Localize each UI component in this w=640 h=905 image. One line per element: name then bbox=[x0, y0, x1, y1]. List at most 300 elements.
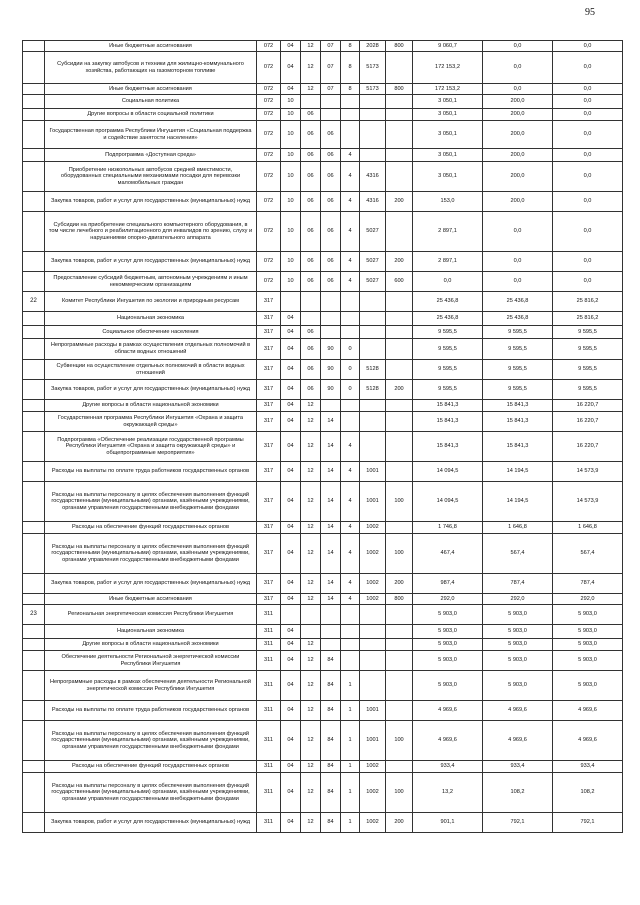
amount-year-2: 792,1 bbox=[483, 813, 553, 833]
expense-type-code: 200 bbox=[386, 574, 413, 594]
direction-code: 1002 bbox=[360, 594, 386, 605]
grbs-code: 072 bbox=[257, 52, 281, 84]
row-index bbox=[23, 482, 45, 522]
grbs-code: 072 bbox=[257, 41, 281, 52]
row-name: Расходы на обеспечение функций государственных органов bbox=[45, 522, 257, 534]
amount-year-2: 1 646,8 bbox=[483, 522, 553, 534]
subsection-code: 12 bbox=[301, 671, 321, 701]
row-index bbox=[23, 52, 45, 84]
row-name: Подпрограмма «Доступная среда» bbox=[45, 149, 257, 162]
amount-year-2: 0,0 bbox=[483, 52, 553, 84]
subprogram-code bbox=[341, 326, 360, 339]
subsection-code: 12 bbox=[301, 773, 321, 813]
row-index bbox=[23, 625, 45, 639]
row-index bbox=[23, 813, 45, 833]
direction-code bbox=[360, 326, 386, 339]
program-code: 14 bbox=[321, 482, 341, 522]
row-index bbox=[23, 84, 45, 95]
subprogram-code: 0 bbox=[341, 339, 360, 360]
table-row bbox=[23, 95, 623, 109]
subprogram-code: 4 bbox=[341, 522, 360, 534]
table-row bbox=[23, 639, 623, 651]
expense-type-code bbox=[386, 292, 413, 312]
subprogram-code: 4 bbox=[341, 534, 360, 574]
row-name: Национальная экономика bbox=[45, 625, 257, 639]
subprogram-code: 1 bbox=[341, 773, 360, 813]
amount-year-2: 4 969,6 bbox=[483, 701, 553, 721]
row-name: Предоставление субсидий бюджетным, автономным учреждениям и иным некоммерческим организациям bbox=[45, 272, 257, 292]
program-code: 84 bbox=[321, 701, 341, 721]
subsection-code bbox=[301, 292, 321, 312]
subprogram-code: 8 bbox=[341, 41, 360, 52]
row-name: Иные бюджетные ассигнования bbox=[45, 84, 257, 95]
amount-year-1: 4 969,6 bbox=[413, 701, 483, 721]
grbs-code: 317 bbox=[257, 534, 281, 574]
amount-year-2: 108,2 bbox=[483, 773, 553, 813]
subsection-code: 12 bbox=[301, 594, 321, 605]
table-row bbox=[23, 84, 623, 95]
amount-year-3: 933,4 bbox=[553, 761, 623, 773]
table-row bbox=[23, 339, 623, 360]
subsection-code: 12 bbox=[301, 412, 321, 432]
amount-year-3: 292,0 bbox=[553, 594, 623, 605]
amount-year-2: 0,0 bbox=[483, 84, 553, 95]
section-code: 04 bbox=[281, 339, 301, 360]
row-name: Приобретение низкопольных автобусов средней вместимости, оборудованных специальными механизмами посадки для перевозки маломобильных граждан bbox=[45, 162, 257, 192]
amount-year-2: 15 841,3 bbox=[483, 432, 553, 462]
row-index bbox=[23, 192, 45, 212]
direction-code: 5027 bbox=[360, 252, 386, 272]
program-code bbox=[321, 400, 341, 412]
amount-year-3: 14 573,9 bbox=[553, 462, 623, 482]
direction-code bbox=[360, 605, 386, 625]
row-name: Обеспечение деятельности Региональной энергетической комиссии Республики Ингушетия bbox=[45, 651, 257, 671]
row-name: Непрограммные расходы в рамках обеспечения деятельности Региональной энергетической комиссии Республики Ингушетия bbox=[45, 671, 257, 701]
amount-year-2: 567,4 bbox=[483, 534, 553, 574]
program-code: 06 bbox=[321, 121, 341, 149]
amount-year-2: 0,0 bbox=[483, 41, 553, 52]
expense-type-code bbox=[386, 109, 413, 121]
table-row bbox=[23, 326, 623, 339]
grbs-code: 317 bbox=[257, 522, 281, 534]
subsection-code: 06 bbox=[301, 149, 321, 162]
grbs-code: 317 bbox=[257, 462, 281, 482]
amount-year-2: 200,0 bbox=[483, 95, 553, 109]
direction-code bbox=[360, 339, 386, 360]
table-row bbox=[23, 380, 623, 400]
grbs-code: 317 bbox=[257, 380, 281, 400]
expense-type-code bbox=[386, 432, 413, 462]
direction-code bbox=[360, 95, 386, 109]
subprogram-code: 8 bbox=[341, 52, 360, 84]
program-code: 06 bbox=[321, 162, 341, 192]
amount-year-3: 0,0 bbox=[553, 212, 623, 252]
amount-year-2: 0,0 bbox=[483, 212, 553, 252]
amount-year-3: 0,0 bbox=[553, 52, 623, 84]
amount-year-2: 14 194,5 bbox=[483, 462, 553, 482]
subprogram-code: 4 bbox=[341, 574, 360, 594]
row-name: Закупка товаров, работ и услуг для государственных (муниципальных) нужд bbox=[45, 574, 257, 594]
row-name: Расходы на выплаты по оплате труда работников государственных органов bbox=[45, 462, 257, 482]
amount-year-3: 9 595,5 bbox=[553, 326, 623, 339]
row-index bbox=[23, 95, 45, 109]
section-code bbox=[281, 292, 301, 312]
amount-year-3: 16 220,7 bbox=[553, 400, 623, 412]
amount-year-1: 172 153,2 bbox=[413, 84, 483, 95]
section-code: 04 bbox=[281, 84, 301, 95]
program-code: 84 bbox=[321, 671, 341, 701]
row-index bbox=[23, 41, 45, 52]
grbs-code: 072 bbox=[257, 272, 281, 292]
section-code: 10 bbox=[281, 272, 301, 292]
grbs-code: 311 bbox=[257, 639, 281, 651]
table-row bbox=[23, 605, 623, 625]
subprogram-code bbox=[341, 109, 360, 121]
subsection-code: 12 bbox=[301, 41, 321, 52]
expense-type-code bbox=[386, 121, 413, 149]
program-code bbox=[321, 326, 341, 339]
subprogram-code: 1 bbox=[341, 721, 360, 761]
section-code bbox=[281, 605, 301, 625]
subprogram-code bbox=[341, 625, 360, 639]
amount-year-3: 25 816,2 bbox=[553, 312, 623, 326]
table-row bbox=[23, 651, 623, 671]
direction-code: 5027 bbox=[360, 272, 386, 292]
amount-year-3: 792,1 bbox=[553, 813, 623, 833]
program-code: 84 bbox=[321, 721, 341, 761]
amount-year-1: 987,4 bbox=[413, 574, 483, 594]
section-code: 04 bbox=[281, 773, 301, 813]
grbs-code: 311 bbox=[257, 701, 281, 721]
program-code bbox=[321, 292, 341, 312]
row-name: Субсидии на приобретение специального компьютерного оборудования, в том числе лечебного и реабилитационного для инвалидов по зрению, слуху и нарушениями опорно-двигательного аппарата bbox=[45, 212, 257, 252]
program-code: 06 bbox=[321, 272, 341, 292]
amount-year-3: 0,0 bbox=[553, 272, 623, 292]
section-code: 04 bbox=[281, 400, 301, 412]
program-code bbox=[321, 639, 341, 651]
subsection-code bbox=[301, 312, 321, 326]
amount-year-3: 0,0 bbox=[553, 192, 623, 212]
subprogram-code bbox=[341, 605, 360, 625]
program-code bbox=[321, 625, 341, 639]
section-code: 04 bbox=[281, 721, 301, 761]
expense-type-code bbox=[386, 400, 413, 412]
row-index bbox=[23, 773, 45, 813]
table-row bbox=[23, 292, 623, 312]
amount-year-3: 9 595,5 bbox=[553, 360, 623, 380]
amount-year-3: 25 816,2 bbox=[553, 292, 623, 312]
direction-code: 5128 bbox=[360, 380, 386, 400]
subsection-code: 12 bbox=[301, 813, 321, 833]
row-name: Расходы на выплаты персоналу в целях обеспечения выполнения функций государственными (муниципальными) органами, казёнными учреждениями, органами управления государственными внебюджетными фондами bbox=[45, 721, 257, 761]
direction-code bbox=[360, 625, 386, 639]
direction-code bbox=[360, 639, 386, 651]
amount-year-3: 787,4 bbox=[553, 574, 623, 594]
program-code: 84 bbox=[321, 761, 341, 773]
direction-code bbox=[360, 412, 386, 432]
amount-year-2: 14 194,5 bbox=[483, 482, 553, 522]
program-code: 90 bbox=[321, 360, 341, 380]
amount-year-1: 3 050,1 bbox=[413, 162, 483, 192]
row-name: Расходы на выплаты по оплате труда работников государственных органов bbox=[45, 701, 257, 721]
subprogram-code bbox=[341, 95, 360, 109]
amount-year-2: 5 903,0 bbox=[483, 625, 553, 639]
amount-year-3: 14 573,9 bbox=[553, 482, 623, 522]
section-code: 10 bbox=[281, 109, 301, 121]
amount-year-1: 5 903,0 bbox=[413, 671, 483, 701]
expense-type-code bbox=[386, 671, 413, 701]
section-code: 04 bbox=[281, 761, 301, 773]
amount-year-3: 5 903,0 bbox=[553, 605, 623, 625]
amount-year-3: 0,0 bbox=[553, 252, 623, 272]
subsection-code: 12 bbox=[301, 400, 321, 412]
table-row bbox=[23, 594, 623, 605]
expense-type-code: 200 bbox=[386, 252, 413, 272]
grbs-code: 072 bbox=[257, 121, 281, 149]
amount-year-1: 25 436,8 bbox=[413, 292, 483, 312]
row-index bbox=[23, 109, 45, 121]
program-code: 84 bbox=[321, 813, 341, 833]
amount-year-2: 933,4 bbox=[483, 761, 553, 773]
grbs-code: 311 bbox=[257, 671, 281, 701]
program-code bbox=[321, 605, 341, 625]
direction-code: 1002 bbox=[360, 574, 386, 594]
amount-year-1: 467,4 bbox=[413, 534, 483, 574]
table-row bbox=[23, 761, 623, 773]
subsection-code: 06 bbox=[301, 380, 321, 400]
subsection-code: 12 bbox=[301, 574, 321, 594]
amount-year-1: 13,2 bbox=[413, 773, 483, 813]
table-row bbox=[23, 671, 623, 701]
row-name: Другие вопросы в области социальной политики bbox=[45, 109, 257, 121]
program-code: 14 bbox=[321, 412, 341, 432]
amount-year-3: 0,0 bbox=[553, 162, 623, 192]
subprogram-code: 1 bbox=[341, 761, 360, 773]
row-name: Социальное обеспечение населения bbox=[45, 326, 257, 339]
subsection-code: 06 bbox=[301, 162, 321, 192]
direction-code: 1001 bbox=[360, 701, 386, 721]
row-name: Закупка товаров, работ и услуг для государственных (муниципальных) нужд bbox=[45, 252, 257, 272]
grbs-code: 072 bbox=[257, 192, 281, 212]
amount-year-2: 9 595,5 bbox=[483, 360, 553, 380]
row-name: Иные бюджетные ассигнования bbox=[45, 41, 257, 52]
amount-year-1: 25 436,8 bbox=[413, 312, 483, 326]
row-name: Расходы на обеспечение функций государственных органов bbox=[45, 761, 257, 773]
amount-year-3: 567,4 bbox=[553, 534, 623, 574]
direction-code: 1001 bbox=[360, 482, 386, 522]
amount-year-1: 5 903,0 bbox=[413, 651, 483, 671]
row-name: Государственная программа Республики Ингушетия «Охрана и защита окружающей среды» bbox=[45, 412, 257, 432]
page-number: 95 bbox=[585, 7, 595, 18]
amount-year-2: 292,0 bbox=[483, 594, 553, 605]
amount-year-2: 200,0 bbox=[483, 192, 553, 212]
section-code: 10 bbox=[281, 162, 301, 192]
subsection-code: 12 bbox=[301, 721, 321, 761]
grbs-code: 317 bbox=[257, 360, 281, 380]
row-name: Социальная политика bbox=[45, 95, 257, 109]
amount-year-2: 25 436,8 bbox=[483, 292, 553, 312]
program-code bbox=[321, 312, 341, 326]
section-code: 04 bbox=[281, 432, 301, 462]
section-code: 04 bbox=[281, 52, 301, 84]
direction-code: 1001 bbox=[360, 462, 386, 482]
program-code: 14 bbox=[321, 534, 341, 574]
direction-code: 2028 bbox=[360, 41, 386, 52]
subsection-code: 12 bbox=[301, 462, 321, 482]
row-name: Закупка товаров, работ и услуг для государственных (муниципальных) нужд bbox=[45, 192, 257, 212]
expense-type-code: 100 bbox=[386, 482, 413, 522]
row-index bbox=[23, 522, 45, 534]
table-row bbox=[23, 432, 623, 462]
expense-type-code bbox=[386, 52, 413, 84]
amount-year-1: 2 897,1 bbox=[413, 212, 483, 252]
row-index: 22 bbox=[23, 292, 45, 312]
section-code: 04 bbox=[281, 625, 301, 639]
amount-year-2: 0,0 bbox=[483, 272, 553, 292]
program-code: 14 bbox=[321, 522, 341, 534]
section-code: 04 bbox=[281, 380, 301, 400]
subprogram-code: 0 bbox=[341, 380, 360, 400]
table-row bbox=[23, 482, 623, 522]
subprogram-code: 4 bbox=[341, 212, 360, 252]
section-code: 04 bbox=[281, 813, 301, 833]
direction-code bbox=[360, 149, 386, 162]
subprogram-code: 1 bbox=[341, 671, 360, 701]
table-row bbox=[23, 701, 623, 721]
table-row bbox=[23, 625, 623, 639]
row-index bbox=[23, 162, 45, 192]
row-index bbox=[23, 360, 45, 380]
expense-type-code bbox=[386, 212, 413, 252]
grbs-code: 072 bbox=[257, 212, 281, 252]
grbs-code: 072 bbox=[257, 95, 281, 109]
direction-code: 5128 bbox=[360, 360, 386, 380]
expense-type-code: 800 bbox=[386, 594, 413, 605]
section-code: 04 bbox=[281, 41, 301, 52]
expense-type-code bbox=[386, 605, 413, 625]
subprogram-code: 4 bbox=[341, 482, 360, 522]
row-name: Региональная энергетическая комиссия Республики Ингушетия bbox=[45, 605, 257, 625]
subprogram-code: 1 bbox=[341, 701, 360, 721]
subsection-code: 12 bbox=[301, 84, 321, 95]
amount-year-3: 0,0 bbox=[553, 84, 623, 95]
table-row bbox=[23, 462, 623, 482]
section-code: 04 bbox=[281, 671, 301, 701]
amount-year-2: 25 436,8 bbox=[483, 312, 553, 326]
grbs-code: 317 bbox=[257, 412, 281, 432]
direction-code: 5027 bbox=[360, 212, 386, 252]
subsection-code: 06 bbox=[301, 252, 321, 272]
row-index bbox=[23, 462, 45, 482]
table-row bbox=[23, 412, 623, 432]
subprogram-code bbox=[341, 412, 360, 432]
table-row bbox=[23, 212, 623, 252]
table-row bbox=[23, 360, 623, 380]
amount-year-1: 3 050,1 bbox=[413, 95, 483, 109]
amount-year-3: 9 595,5 bbox=[553, 380, 623, 400]
amount-year-3: 4 969,6 bbox=[553, 721, 623, 761]
section-code: 10 bbox=[281, 95, 301, 109]
subprogram-code: 4 bbox=[341, 462, 360, 482]
amount-year-3: 0,0 bbox=[553, 95, 623, 109]
row-index bbox=[23, 721, 45, 761]
expense-type-code: 800 bbox=[386, 84, 413, 95]
subsection-code: 12 bbox=[301, 639, 321, 651]
program-code: 14 bbox=[321, 462, 341, 482]
table-row bbox=[23, 574, 623, 594]
subsection-code: 12 bbox=[301, 701, 321, 721]
table-row bbox=[23, 721, 623, 761]
direction-code bbox=[360, 109, 386, 121]
table-row bbox=[23, 813, 623, 833]
subsection-code: 12 bbox=[301, 761, 321, 773]
expense-type-code bbox=[386, 522, 413, 534]
direction-code: 5173 bbox=[360, 84, 386, 95]
subprogram-code: 4 bbox=[341, 432, 360, 462]
section-code: 10 bbox=[281, 252, 301, 272]
program-code bbox=[321, 109, 341, 121]
direction-code bbox=[360, 432, 386, 462]
expense-type-code bbox=[386, 149, 413, 162]
row-index bbox=[23, 149, 45, 162]
expense-type-code: 100 bbox=[386, 721, 413, 761]
amount-year-1: 9 060,7 bbox=[413, 41, 483, 52]
row-index bbox=[23, 212, 45, 252]
amount-year-3: 5 903,0 bbox=[553, 671, 623, 701]
row-name: Комитет Республики Ингушетия по экологии и природным ресурсам bbox=[45, 292, 257, 312]
program-code: 90 bbox=[321, 339, 341, 360]
subprogram-code bbox=[341, 651, 360, 671]
row-name: Расходы на выплаты персоналу в целях обеспечения выполнения функций государственными (муниципальными) органами, казёнными учреждениями, органами управления государственными внебюджетными фондами bbox=[45, 773, 257, 813]
amount-year-1: 1 746,8 bbox=[413, 522, 483, 534]
amount-year-1: 901,1 bbox=[413, 813, 483, 833]
amount-year-1: 9 595,5 bbox=[413, 339, 483, 360]
section-code: 04 bbox=[281, 462, 301, 482]
program-code: 84 bbox=[321, 773, 341, 813]
program-code: 14 bbox=[321, 432, 341, 462]
direction-code: 1002 bbox=[360, 761, 386, 773]
expense-type-code: 600 bbox=[386, 272, 413, 292]
amount-year-1: 3 050,1 bbox=[413, 121, 483, 149]
row-name: Расходы на выплаты персоналу в целях обеспечения выполнения функций государственными (муниципальными) органами, казёнными учреждениями, органами управления государственными внебюджетными фондами bbox=[45, 534, 257, 574]
row-index bbox=[23, 534, 45, 574]
row-name: Подпрограмма «Обеспечение реализации государственной программы Республики Ингушетия «Охрана и защита окружающей среды» и общепрограммные мероприятия» bbox=[45, 432, 257, 462]
section-code: 10 bbox=[281, 121, 301, 149]
row-name: Государственная программа Республики Ингушетия «Социальная поддержка и содействие занятости населения» bbox=[45, 121, 257, 149]
direction-code: 1002 bbox=[360, 534, 386, 574]
row-index bbox=[23, 412, 45, 432]
grbs-code: 311 bbox=[257, 761, 281, 773]
expense-type-code bbox=[386, 651, 413, 671]
amount-year-1: 5 903,0 bbox=[413, 625, 483, 639]
program-code: 06 bbox=[321, 192, 341, 212]
amount-year-3: 0,0 bbox=[553, 41, 623, 52]
table-row bbox=[23, 149, 623, 162]
subprogram-code bbox=[341, 312, 360, 326]
amount-year-3: 0,0 bbox=[553, 109, 623, 121]
grbs-code: 317 bbox=[257, 312, 281, 326]
subsection-code: 12 bbox=[301, 482, 321, 522]
grbs-code: 317 bbox=[257, 574, 281, 594]
subprogram-code bbox=[341, 292, 360, 312]
direction-code bbox=[360, 400, 386, 412]
direction-code bbox=[360, 312, 386, 326]
amount-year-3: 16 220,7 bbox=[553, 412, 623, 432]
amount-year-2: 0,0 bbox=[483, 252, 553, 272]
direction-code: 1002 bbox=[360, 773, 386, 813]
amount-year-3: 4 969,6 bbox=[553, 701, 623, 721]
amount-year-2: 787,4 bbox=[483, 574, 553, 594]
